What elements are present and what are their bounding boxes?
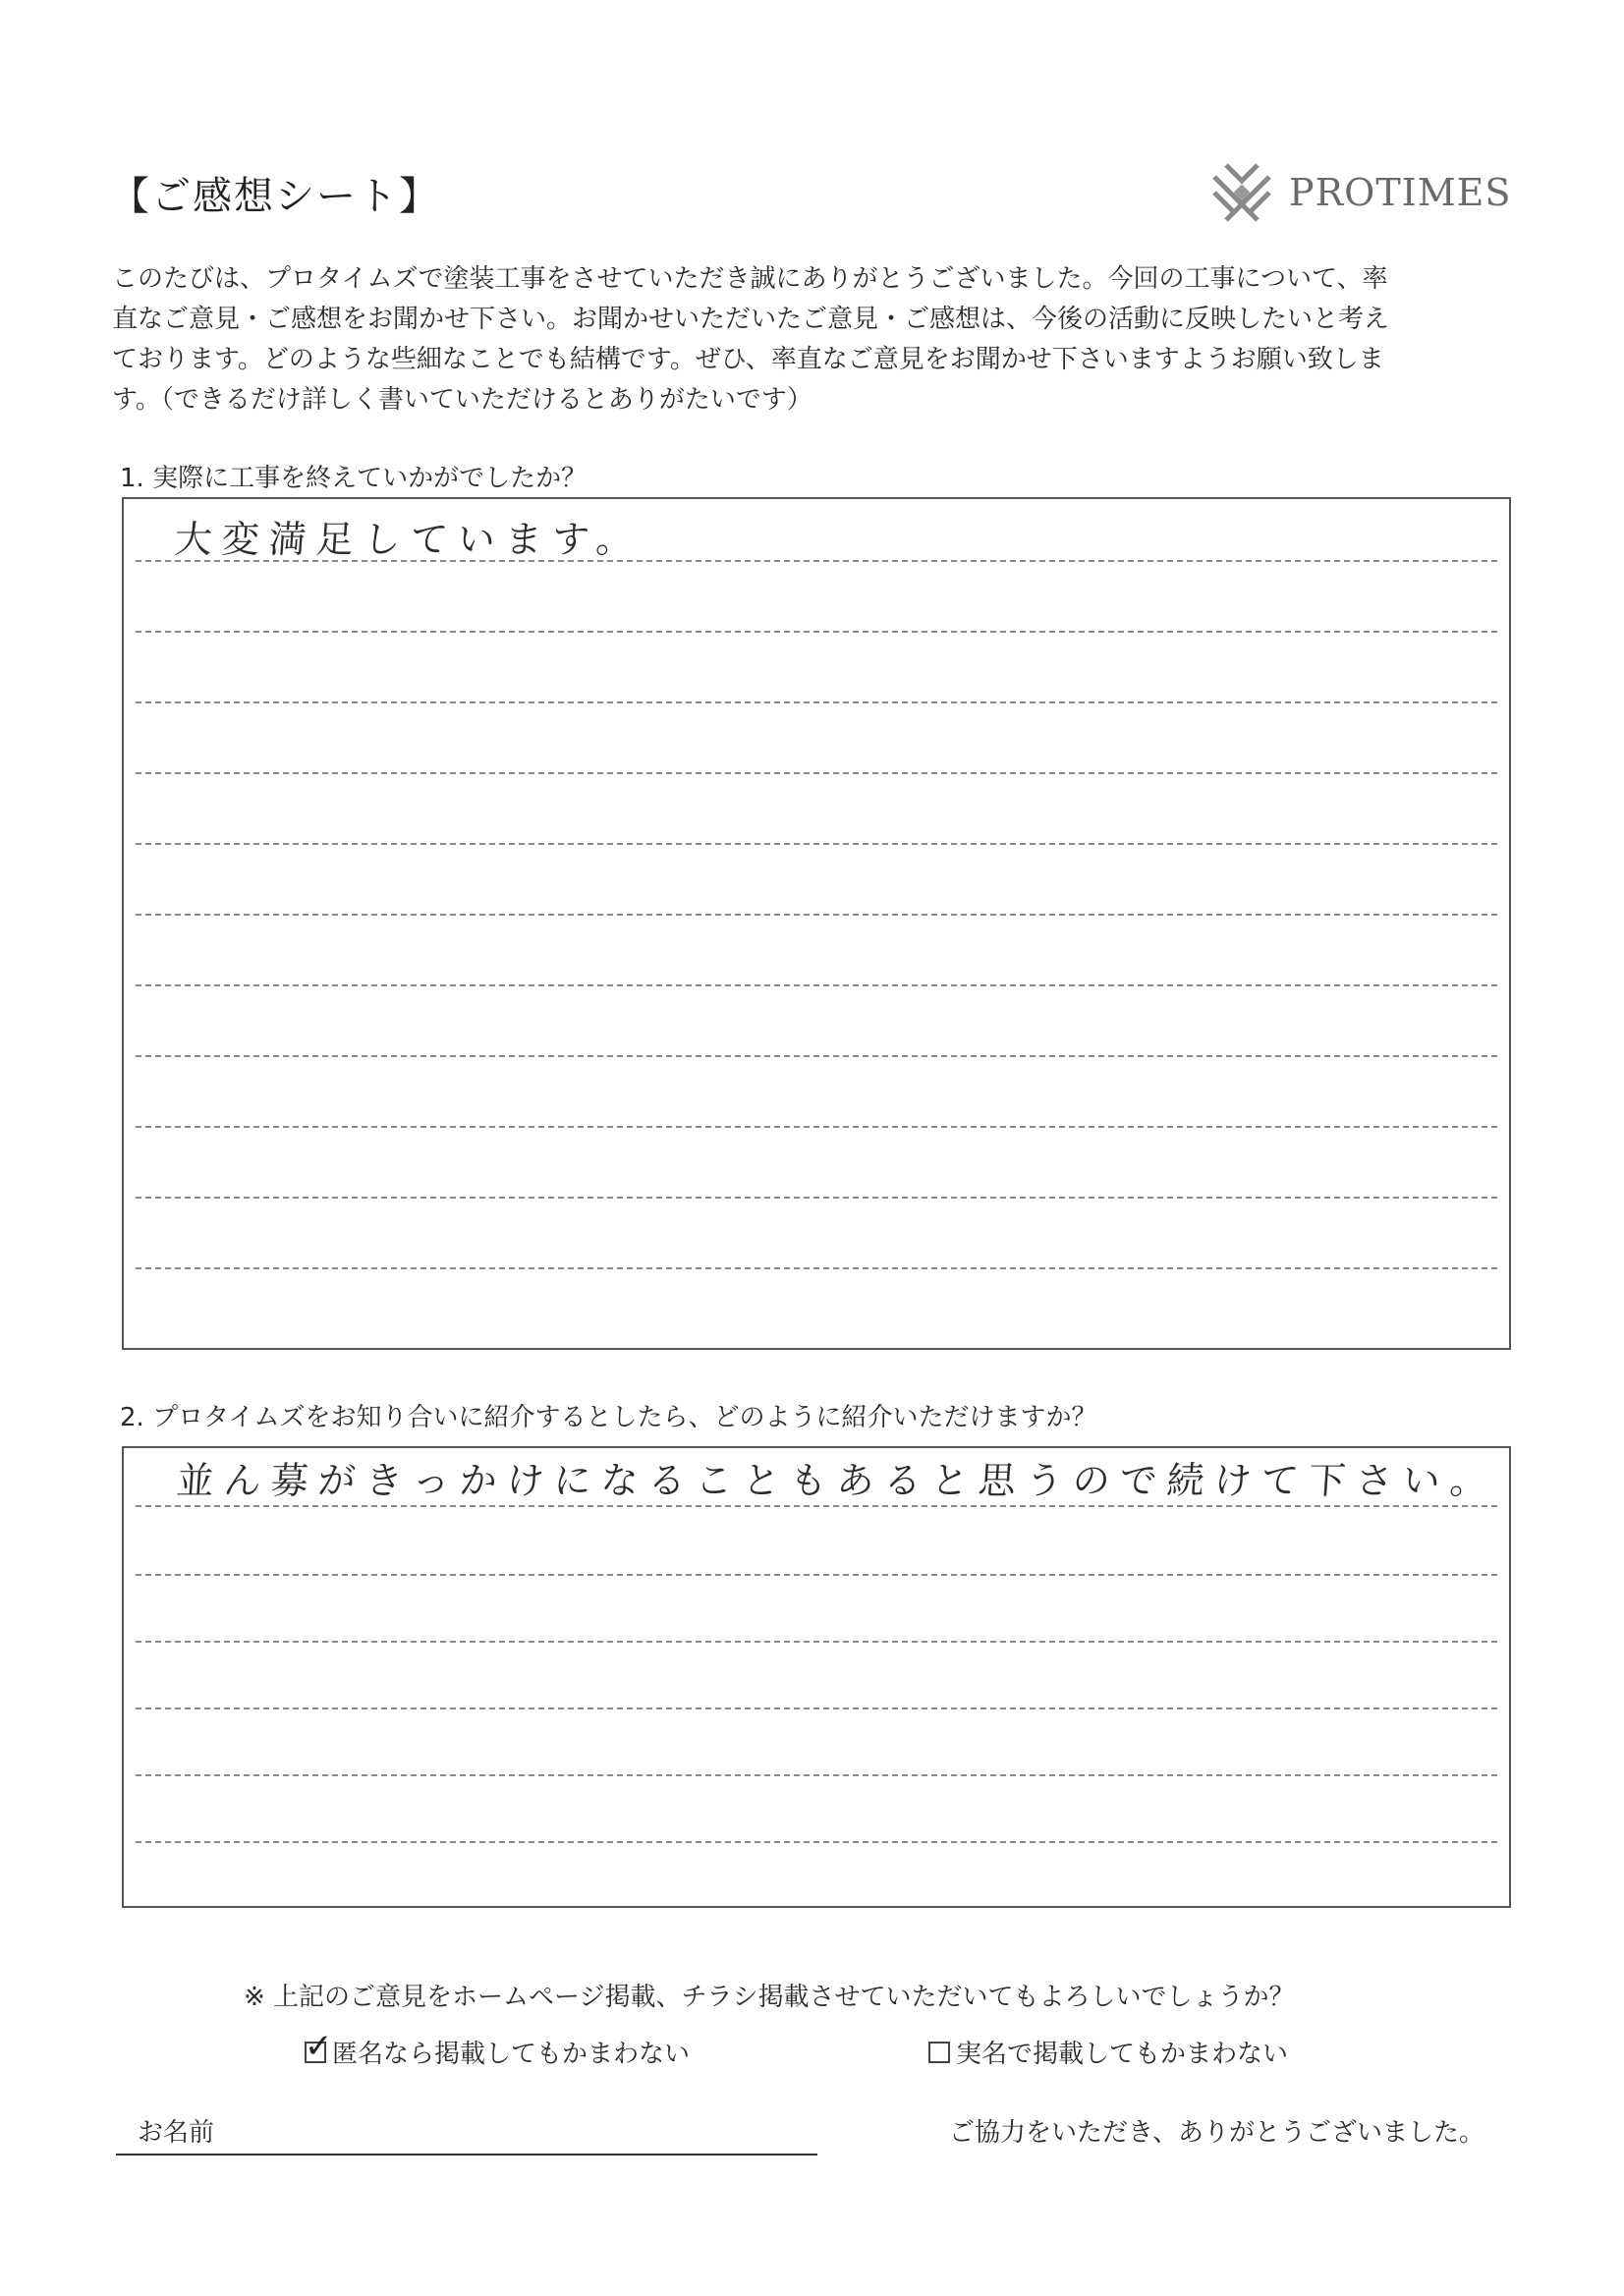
question-1: 1. 実際に工事を終えていかがでしたか？ [120, 464, 588, 493]
intro-line: このたびは、プロタイムズで塗装工事をさせていただき誠にありがとうございました。今回の工事について、率 [112, 264, 1388, 294]
ruled-line [136, 1197, 1497, 1199]
name-signature-line[interactable] [116, 2154, 817, 2156]
ruled-line [136, 701, 1497, 703]
handwritten-answer-2: 並ん募がきっかけになることもあると思うので続けて下さい。 [175, 1459, 1499, 1502]
intro-line: ております。どのような些細なことでも結構です。ぜひ、率直なご意見をお聞かせ下さいますようお願い致しま [112, 345, 1384, 374]
intro-line: す。（できるだけ詳しく書いていただけるとありがたいです） [112, 385, 812, 415]
ruled-line [136, 1708, 1497, 1709]
ruled-line [136, 1126, 1497, 1128]
name-label: お名前 [138, 2118, 215, 2148]
brand-logo [1206, 157, 1511, 228]
option-anonymous[interactable] [305, 2026, 691, 2070]
ruled-line [136, 1774, 1497, 1776]
ruled-line [136, 1055, 1497, 1057]
ruled-line [136, 772, 1497, 774]
ruled-line [136, 1267, 1497, 1269]
answer-box-1[interactable] [122, 497, 1511, 1350]
consent-note: ※ 上記のご意見をホームページ掲載、チラシ掲載させていただいてもよろしいでしょうか？ [244, 1983, 1295, 2012]
ruled-line [136, 631, 1497, 633]
ruled-line [136, 1641, 1497, 1643]
answer-box-2[interactable] [122, 1446, 1511, 1908]
checkbox-icon[interactable] [305, 2026, 333, 2066]
ruled-line [136, 1574, 1497, 1576]
ruled-line [136, 914, 1497, 916]
ruled-line [136, 984, 1497, 986]
thanks-message: ご協力をいただき、ありがとうございました。 [949, 2118, 1484, 2148]
option-real-name[interactable] [928, 2034, 1288, 2070]
checkbox-icon[interactable] [928, 2042, 950, 2063]
ruled-line [136, 1505, 1497, 1507]
protimes-logo-icon [1206, 157, 1277, 228]
intro-paragraph [112, 259, 1512, 420]
intro-line: 直なご意見・ご感想をお聞かせ下さい。お聞かせいただいたご意見・ご感想は、今後の活動に反映したいと考え [112, 305, 1390, 334]
question-2: 2. プロタイムズをお知り合いに紹介するとしたら、どのように紹介いただけますか？ [120, 1403, 1097, 1432]
handwritten-answer-1: 大変満足しています。 [173, 518, 645, 561]
check-mark-icon: ✓ [305, 2026, 333, 2066]
logo-text: PROTIMES [1289, 171, 1512, 214]
option-real-name-label: 実名で掲載してもかまわない [956, 2040, 1289, 2069]
ruled-line [136, 843, 1497, 845]
ruled-line [136, 1841, 1497, 1843]
option-anonymous-label: 匿名なら掲載してもかまわない [332, 2040, 691, 2069]
page-title: 【ご感想シート】 [110, 174, 440, 219]
